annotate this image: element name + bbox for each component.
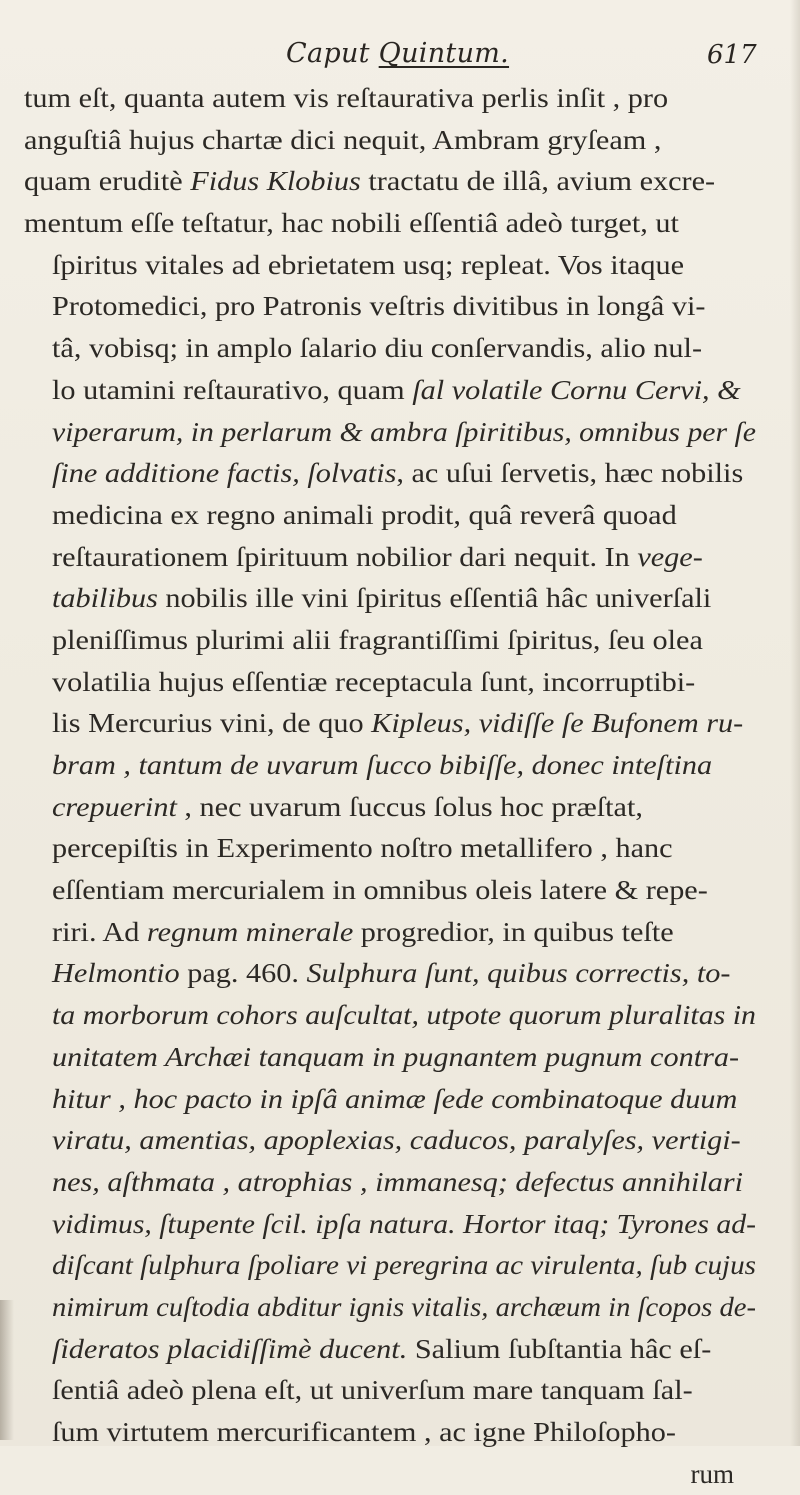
- text-line: [21, 495, 800, 537]
- roman-text: riri. Ad: [52, 916, 147, 947]
- italic-text: unitatem Archæi tanquam in pugnantem pugnum contra-: [52, 1041, 740, 1072]
- text-line: [21, 912, 800, 954]
- text-line: [21, 1037, 800, 1079]
- text-line: [21, 1204, 800, 1246]
- roman-text: progredior, in quibus teſte: [353, 916, 674, 947]
- text-line: [21, 286, 800, 328]
- roman-text: tractatu de illâ, avium excre-: [360, 166, 716, 197]
- italic-text: ſideratos placidiſſimè ducent.: [52, 1333, 408, 1364]
- italic-text: vidimus, ſtupente ſcil. ipſa natura. Hortor itaq; Tyrones ad-: [52, 1208, 757, 1239]
- text-line: [24, 120, 800, 162]
- text-line: [21, 703, 800, 745]
- text-line: [21, 1412, 800, 1454]
- roman-text: ſentiâ adeò plena eſt, ut univerſum mare tanquam ſal-: [52, 1375, 693, 1406]
- italic-text: viratu, amentias, apoplexias, caducos, paralyſes, vertigi-: [52, 1125, 741, 1156]
- page-number: 617: [707, 40, 757, 70]
- body-text: [24, 78, 764, 1495]
- page-edge-shadow: [790, 0, 800, 1446]
- italic-text: crepuerint: [52, 791, 177, 822]
- italic-text: viperarum, in perlarum & ambra ſpiritibus, omnibus per ſe: [52, 416, 756, 447]
- running-title-caput: Caput: [286, 38, 379, 69]
- roman-text: , ac uſui ſervetis, hæc nobilis: [396, 458, 744, 489]
- roman-text: pleniſſimus plurimi alii fragrantiſſimi ſpiritus, ſeu olea: [52, 624, 703, 655]
- italic-text: tabilibus: [52, 583, 158, 614]
- italic-text: Sulphura ſunt, quibus correctis, to-: [306, 958, 731, 989]
- italic-text: hitur , hoc pacto in ipſâ animæ ſede combinatoque duum: [52, 1083, 738, 1114]
- roman-text: medicina ex regno animali prodit, quâ reverâ quoad: [52, 499, 677, 530]
- text-line: [21, 245, 800, 287]
- roman-text: nobilis ille vini ſpiritus eſſentiâ hâc univerſali: [157, 583, 712, 614]
- text-line: [22, 1245, 800, 1287]
- roman-text: ſpiritus vitales ad ebrietatem usq; repleat. Vos itaque: [52, 249, 685, 280]
- roman-text: reſtaurationem ſpirituum nobilior dari nequit. In: [52, 541, 638, 572]
- italic-text: regnum minerale: [146, 916, 354, 947]
- text-line: [21, 1370, 800, 1412]
- italic-text: nimirum cuſtodia abditur ignis vitalis, archæum in ſcopos de-: [52, 1291, 757, 1322]
- italic-text: bram , tantum de uvarum ſucco bibiſſe, donec inteſtina: [52, 750, 713, 780]
- text-line: [21, 453, 800, 495]
- text-line: [24, 1454, 764, 1495]
- text-line: [21, 745, 800, 787]
- text-line: [21, 412, 800, 454]
- text-line: [21, 370, 800, 412]
- italic-text: ſine additione factis, ſolvatis: [52, 458, 397, 489]
- roman-text: ſum virtutem mercurificantem , ac igne Philoſopho-: [52, 1417, 676, 1447]
- text-line: [21, 328, 800, 370]
- italic-text: nes, aſthmata , atrophias , immanesq; defectus annihilari: [52, 1166, 744, 1197]
- italic-text: Fidus Klobius: [190, 166, 361, 197]
- text-line: [21, 828, 800, 870]
- roman-text: , nec uvarum ſuccus ſolus hoc præſtat,: [176, 791, 643, 822]
- roman-text: rum: [690, 1458, 734, 1489]
- italic-text: Kipleus, vidiſſe ſe Bufonem ru-: [371, 708, 744, 739]
- text-line: [21, 1329, 800, 1371]
- text-line: [24, 203, 800, 245]
- roman-text: lo utamini reſtaurativo, quam: [52, 374, 413, 405]
- text-line: [21, 995, 800, 1037]
- roman-text: Salium ſubſtantia hâc eſ-: [407, 1333, 712, 1364]
- text-line: [21, 870, 800, 912]
- running-title-quintum: Quintum.: [378, 38, 510, 69]
- text-line: [21, 953, 800, 995]
- roman-text: quam eruditè: [24, 166, 191, 197]
- text-line: [21, 578, 800, 620]
- text-line: [21, 620, 800, 662]
- running-title: [286, 38, 509, 69]
- text-line: [21, 1079, 800, 1121]
- text-line: [22, 1287, 800, 1329]
- roman-text: anguſtiâ hujus chartæ dici nequit, Ambram gryſeam ,: [24, 124, 662, 155]
- text-line: [21, 662, 800, 704]
- italic-text: diſcant ſulphura ſpoliare vi peregrina ac virulenta, ſub cujus: [52, 1250, 756, 1281]
- roman-text: pag. 460.: [179, 958, 307, 989]
- roman-text: tum eſt, quanta autem vis reſtaurativa perlis inſit , pro: [24, 83, 669, 113]
- roman-text: volatilia hujus eſſentiæ receptacula ſunt, incorruptibi-: [52, 666, 696, 697]
- text-line: [21, 537, 800, 579]
- text-line: [24, 78, 800, 120]
- text-line: [24, 161, 800, 203]
- page-header: [0, 38, 800, 78]
- italic-text: Helmontio: [52, 958, 180, 989]
- roman-text: eſſentiam mercurialem in omnibus oleis latere & repe-: [52, 875, 708, 906]
- italic-text: ta morborum cohors auſcultat, utpote quorum pluralitas in: [52, 1000, 756, 1031]
- italic-text: vege-: [637, 541, 703, 572]
- roman-text: mentum eſſe teſtatur, hac nobili eſſentiâ adeò turget, ut: [24, 208, 679, 239]
- text-line: [21, 1162, 800, 1204]
- roman-text: percepiſtis in Experimento noſtro metallifero , hanc: [52, 833, 673, 864]
- text-line: [21, 787, 800, 829]
- roman-text: tâ, vobisq; in amplo ſalario diu conſervandis, alio nul-: [52, 333, 703, 364]
- roman-text: lis Mercurius vini, de quo: [52, 708, 372, 739]
- roman-text: Protomedici, pro Patronis veſtris divitibus in longâ vi-: [52, 291, 706, 322]
- italic-text: ſal volatile Cornu Cervi, &: [412, 374, 741, 405]
- text-line: [21, 1120, 800, 1162]
- margin-shadow: [0, 1300, 14, 1440]
